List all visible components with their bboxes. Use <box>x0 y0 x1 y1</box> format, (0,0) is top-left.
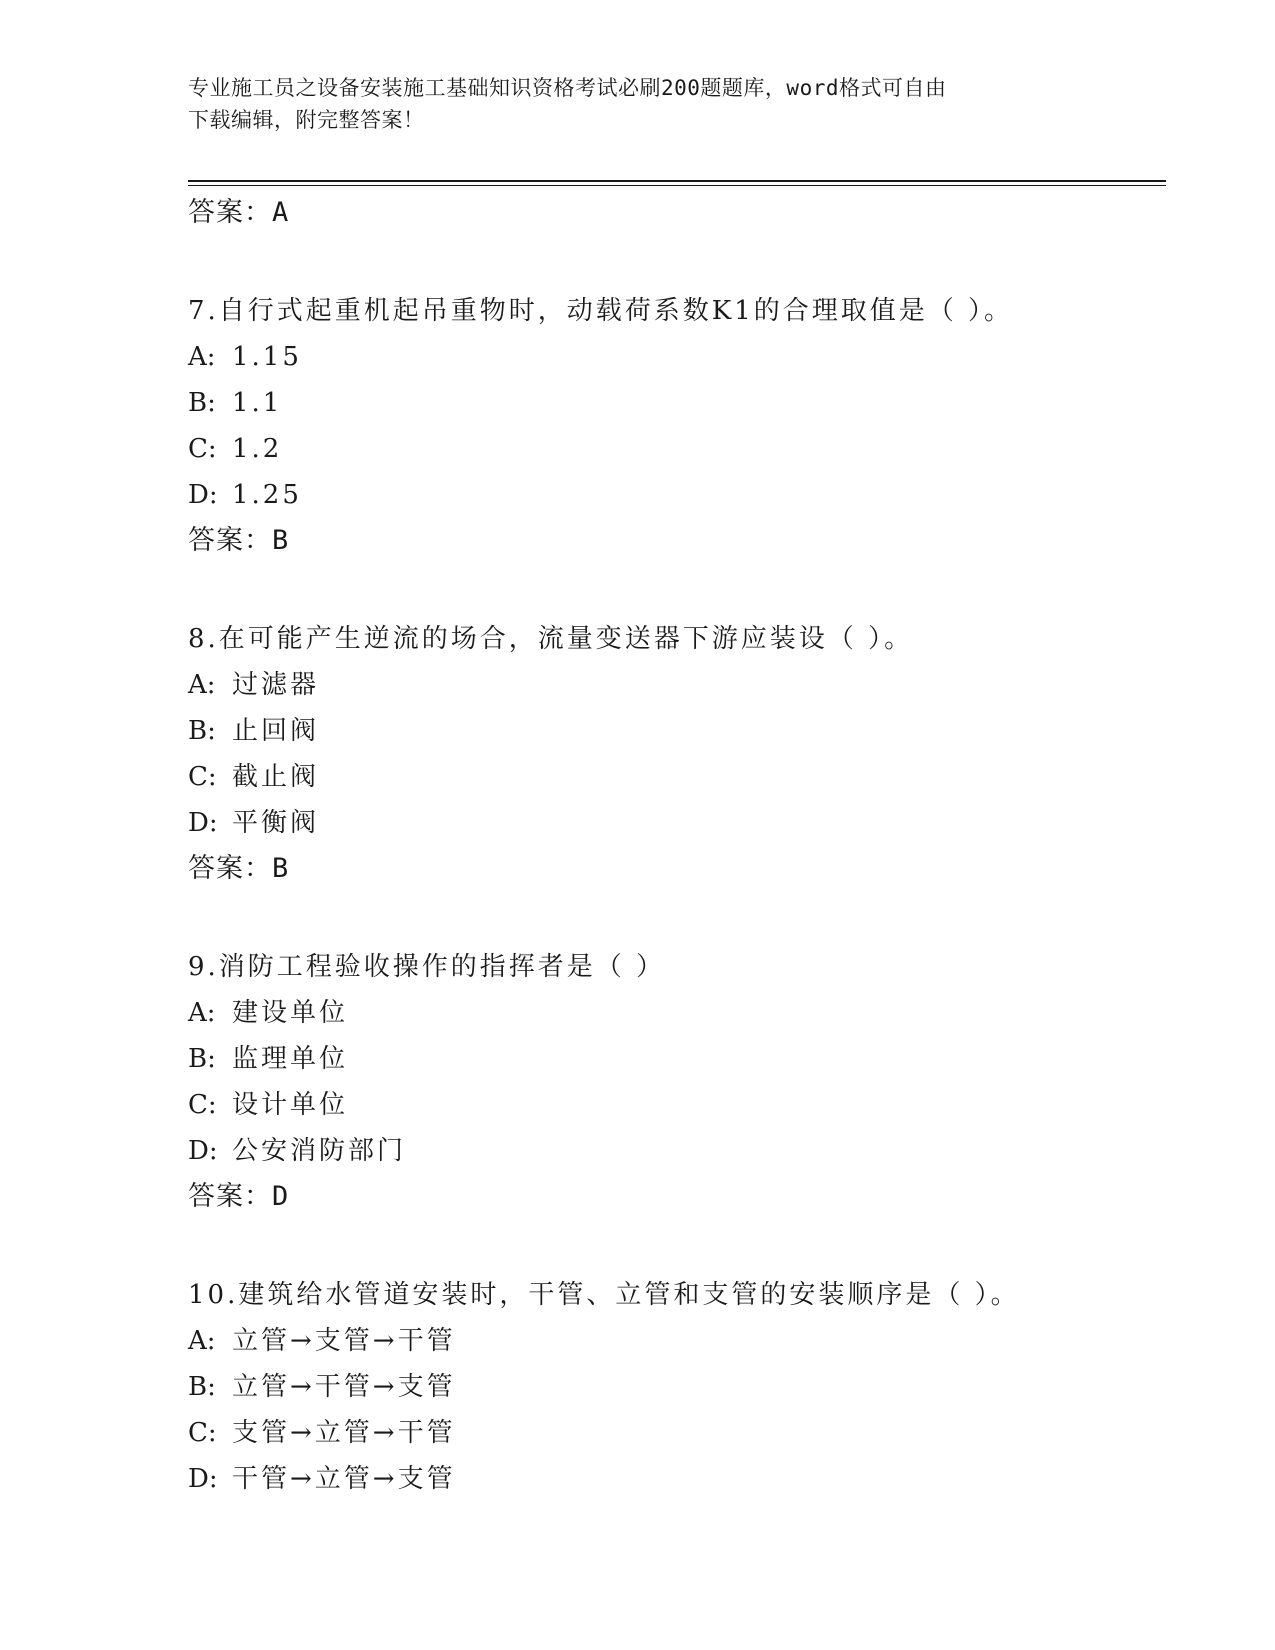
question-text: 9.消防工程验收操作的指挥者是（ ） <box>188 952 666 982</box>
option-text: 1.1 <box>232 388 283 418</box>
option-b <box>188 1036 1166 1082</box>
option-key: D: <box>188 808 218 838</box>
option-b <box>188 708 1166 754</box>
option-c <box>188 1410 1166 1456</box>
option-text: 支管→立管→干管 <box>232 1418 456 1448</box>
question-block-9 <box>188 944 1166 1220</box>
option-d <box>188 1128 1166 1174</box>
option-key: C: <box>188 1090 217 1120</box>
option-text: 立管→支管→干管 <box>232 1326 456 1356</box>
option-d <box>188 1456 1166 1502</box>
header-line-1: 专业施工员之设备安装施工基础知识资格考试必刷200题题库，word格式可自由 <box>188 76 947 100</box>
answer-line: 答案：B <box>188 853 290 884</box>
question-block-8 <box>188 616 1166 892</box>
option-key: A: <box>188 1326 216 1356</box>
question-text: 7.自行式起重机起吊重物时，动载荷系数K1的合理取值是（ ）。 <box>188 296 1014 326</box>
question-block-10 <box>188 1272 1166 1502</box>
option-c <box>188 426 1166 472</box>
option-key: D: <box>188 480 218 510</box>
header-divider-thin <box>188 185 1166 186</box>
option-text: 建设单位 <box>232 998 349 1028</box>
option-key: C: <box>188 762 217 792</box>
option-c <box>188 1082 1166 1128</box>
option-text: 公安消防部门 <box>232 1136 407 1166</box>
option-text: 平衡阀 <box>232 808 320 838</box>
option-a <box>188 990 1166 1036</box>
header-divider-thick <box>188 180 1166 182</box>
option-key: B: <box>188 716 216 746</box>
option-b <box>188 1364 1166 1410</box>
option-key: A: <box>188 670 216 700</box>
page-header <box>188 72 1088 136</box>
option-text: 立管→干管→支管 <box>232 1372 456 1402</box>
option-a <box>188 1318 1166 1364</box>
header-line-2: 下载编辑，附完整答案！ <box>188 108 425 132</box>
option-text: 监理单位 <box>232 1044 349 1074</box>
option-text: 干管→立管→支管 <box>232 1464 456 1494</box>
option-a <box>188 334 1166 380</box>
option-key: A: <box>188 998 216 1028</box>
option-d <box>188 800 1166 846</box>
option-text: 1.15 <box>232 342 302 372</box>
option-text: 止回阀 <box>232 716 320 746</box>
option-key: B: <box>188 1372 216 1402</box>
option-c <box>188 754 1166 800</box>
option-text: 1.25 <box>232 480 302 510</box>
option-d <box>188 472 1166 518</box>
option-key: A: <box>188 342 216 372</box>
question-text: 8.在可能产生逆流的场合，流量变送器下游应装设（ ）。 <box>188 624 914 654</box>
option-key: C: <box>188 434 217 464</box>
option-b <box>188 380 1166 426</box>
option-key: C: <box>188 1418 217 1448</box>
option-text: 1.2 <box>232 434 283 464</box>
question-block-7 <box>188 288 1166 564</box>
previous-answer: 答案：A <box>188 197 290 228</box>
option-a <box>188 662 1166 708</box>
option-key: B: <box>188 1044 216 1074</box>
question-text: 10.建筑给水管道安装时，干管、立管和支管的安装顺序是（ ）。 <box>188 1280 1020 1310</box>
answer-line: 答案：B <box>188 525 290 556</box>
option-text: 截止阀 <box>232 762 320 792</box>
option-key: D: <box>188 1136 218 1166</box>
document-body <box>188 190 1166 1502</box>
option-key: D: <box>188 1464 218 1494</box>
option-key: B: <box>188 388 216 418</box>
answer-line: 答案：D <box>188 1181 290 1212</box>
option-text: 过滤器 <box>232 670 320 700</box>
option-text: 设计单位 <box>232 1090 349 1120</box>
